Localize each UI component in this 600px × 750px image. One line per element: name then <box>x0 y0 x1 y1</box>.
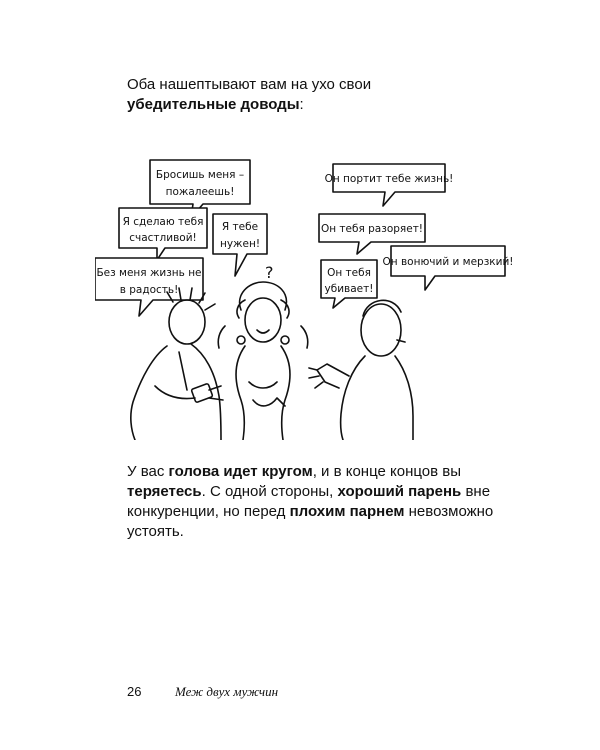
intro-colon: : <box>299 96 304 113</box>
bubble-text-5: Я тебе <box>221 221 259 233</box>
intro-text: Оба нашептывают вам на ухо свои <box>127 76 372 93</box>
bubble-text-2: пожалеешь! <box>165 186 235 198</box>
body-text-4: вне конкуренции, но перед <box>127 483 491 520</box>
question-mark: ? <box>265 263 274 282</box>
body-text-5: невозможно устоять. <box>127 503 494 540</box>
body-bold-1: голова идет кругом <box>168 463 313 480</box>
bubble-text-1: Бросишь меня – <box>155 169 245 181</box>
body-paragraph <box>127 462 517 542</box>
bubble-text-8: в радость! <box>119 284 179 296</box>
body-text-1: У вас <box>127 463 169 480</box>
body-text-3: . С одной стороны, <box>201 483 338 500</box>
body-text-2: , и в конце концов вы <box>312 463 462 480</box>
speech-bubble <box>391 246 505 290</box>
intro-paragraph <box>127 75 507 115</box>
speech-bubble <box>333 164 445 206</box>
bubble-text-6: нужен! <box>219 238 261 250</box>
woman-figure <box>218 282 308 440</box>
bubble-text-7: Без меня жизнь не <box>96 267 202 279</box>
body-bold-2: теряетесь <box>127 483 202 500</box>
bubble-text-13: убивает! <box>324 283 374 295</box>
body-bold-4: плохим парнем <box>289 503 405 520</box>
page-number: 26 <box>127 684 142 699</box>
left-man-figure <box>131 288 223 440</box>
body-bold-3: хороший парень <box>337 483 462 500</box>
bubble-text-4: счастливой! <box>129 232 197 244</box>
running-head: Меж двух мужчин <box>175 684 279 699</box>
bubble-text-11: Он вонючий и мерзкий! <box>382 256 514 268</box>
bubble-text-3: Я сделаю тебя <box>122 216 204 228</box>
intro-bold-text: убедительные доводы <box>127 96 300 113</box>
bubble-text-9: Он портит тебе жизнь! <box>324 173 454 185</box>
bubble-text-10: Он тебя разоряет! <box>320 223 424 235</box>
right-man-figure <box>309 300 413 440</box>
cartoon-illustration <box>95 150 515 440</box>
bubble-text-12: Он тебя <box>327 267 371 279</box>
